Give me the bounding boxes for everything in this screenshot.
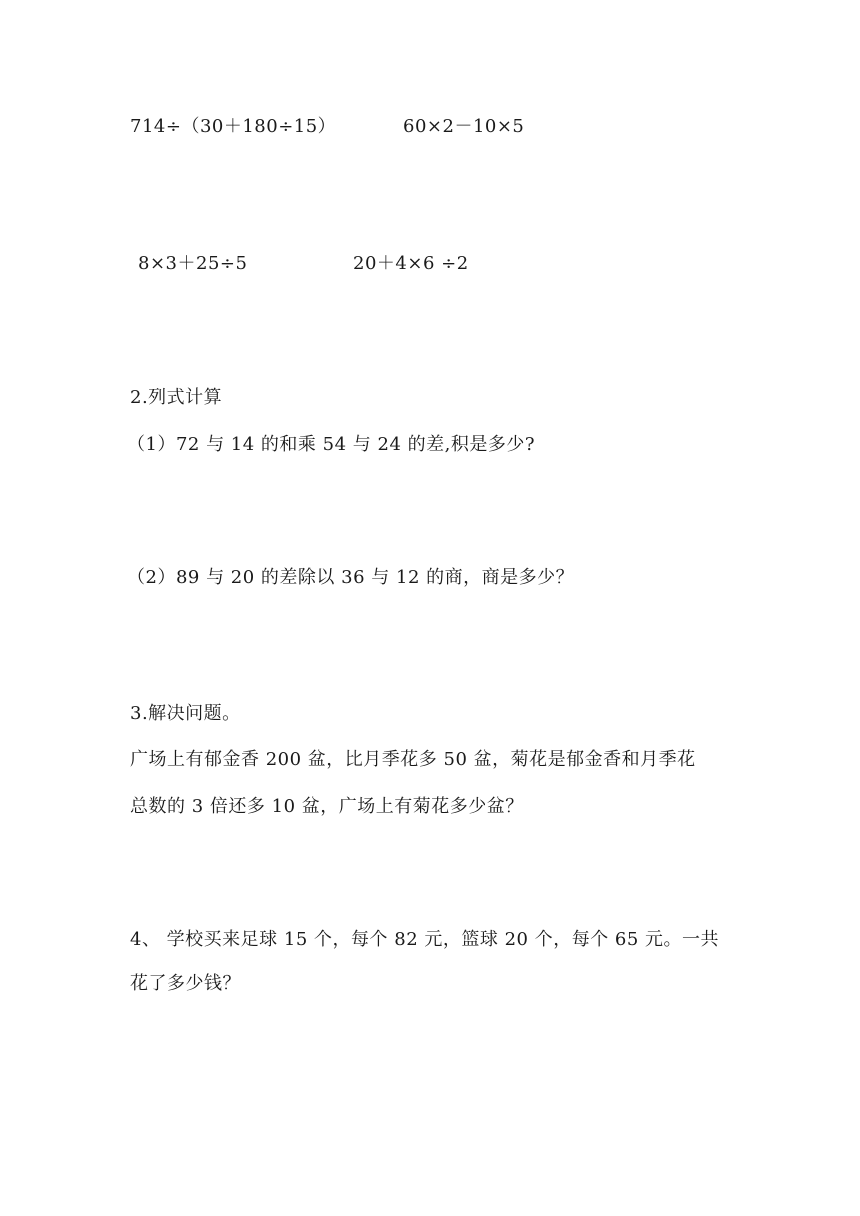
section-3-heading: 3.解决问题。	[130, 703, 241, 724]
expression-1: 714÷（30＋180÷15）	[130, 116, 337, 137]
section-4-problem-line-2: 花了多少钱？	[130, 973, 241, 994]
expression-2: 60×2－10×5	[403, 116, 525, 137]
section-3-problem-line-2: 总数的 3 倍还多 10 盆，广场上有菊花多少盆？	[130, 796, 524, 817]
section-2-heading: 2.列式计算	[130, 387, 223, 408]
expression-3: 8×3＋25÷5	[138, 253, 248, 274]
expression-4: 20＋4×6 ÷2	[353, 253, 469, 274]
section-3-problem-line-1: 广场上有郁金香 200 盆，比月季花多 50 盆，菊花是郁金香和月季花	[130, 749, 696, 770]
section-2-question-1: （1）72 与 14 的和乘 54 与 24 的差,积是多少?	[127, 434, 535, 455]
section-4-problem-line-1: 4、 学校买来足球 15 个，每个 82 元，篮球 20 个，每个 65 元。一共	[130, 929, 720, 950]
section-2-question-2: （2）89 与 20 的差除以 36 与 12 的商，商是多少？	[127, 567, 575, 588]
